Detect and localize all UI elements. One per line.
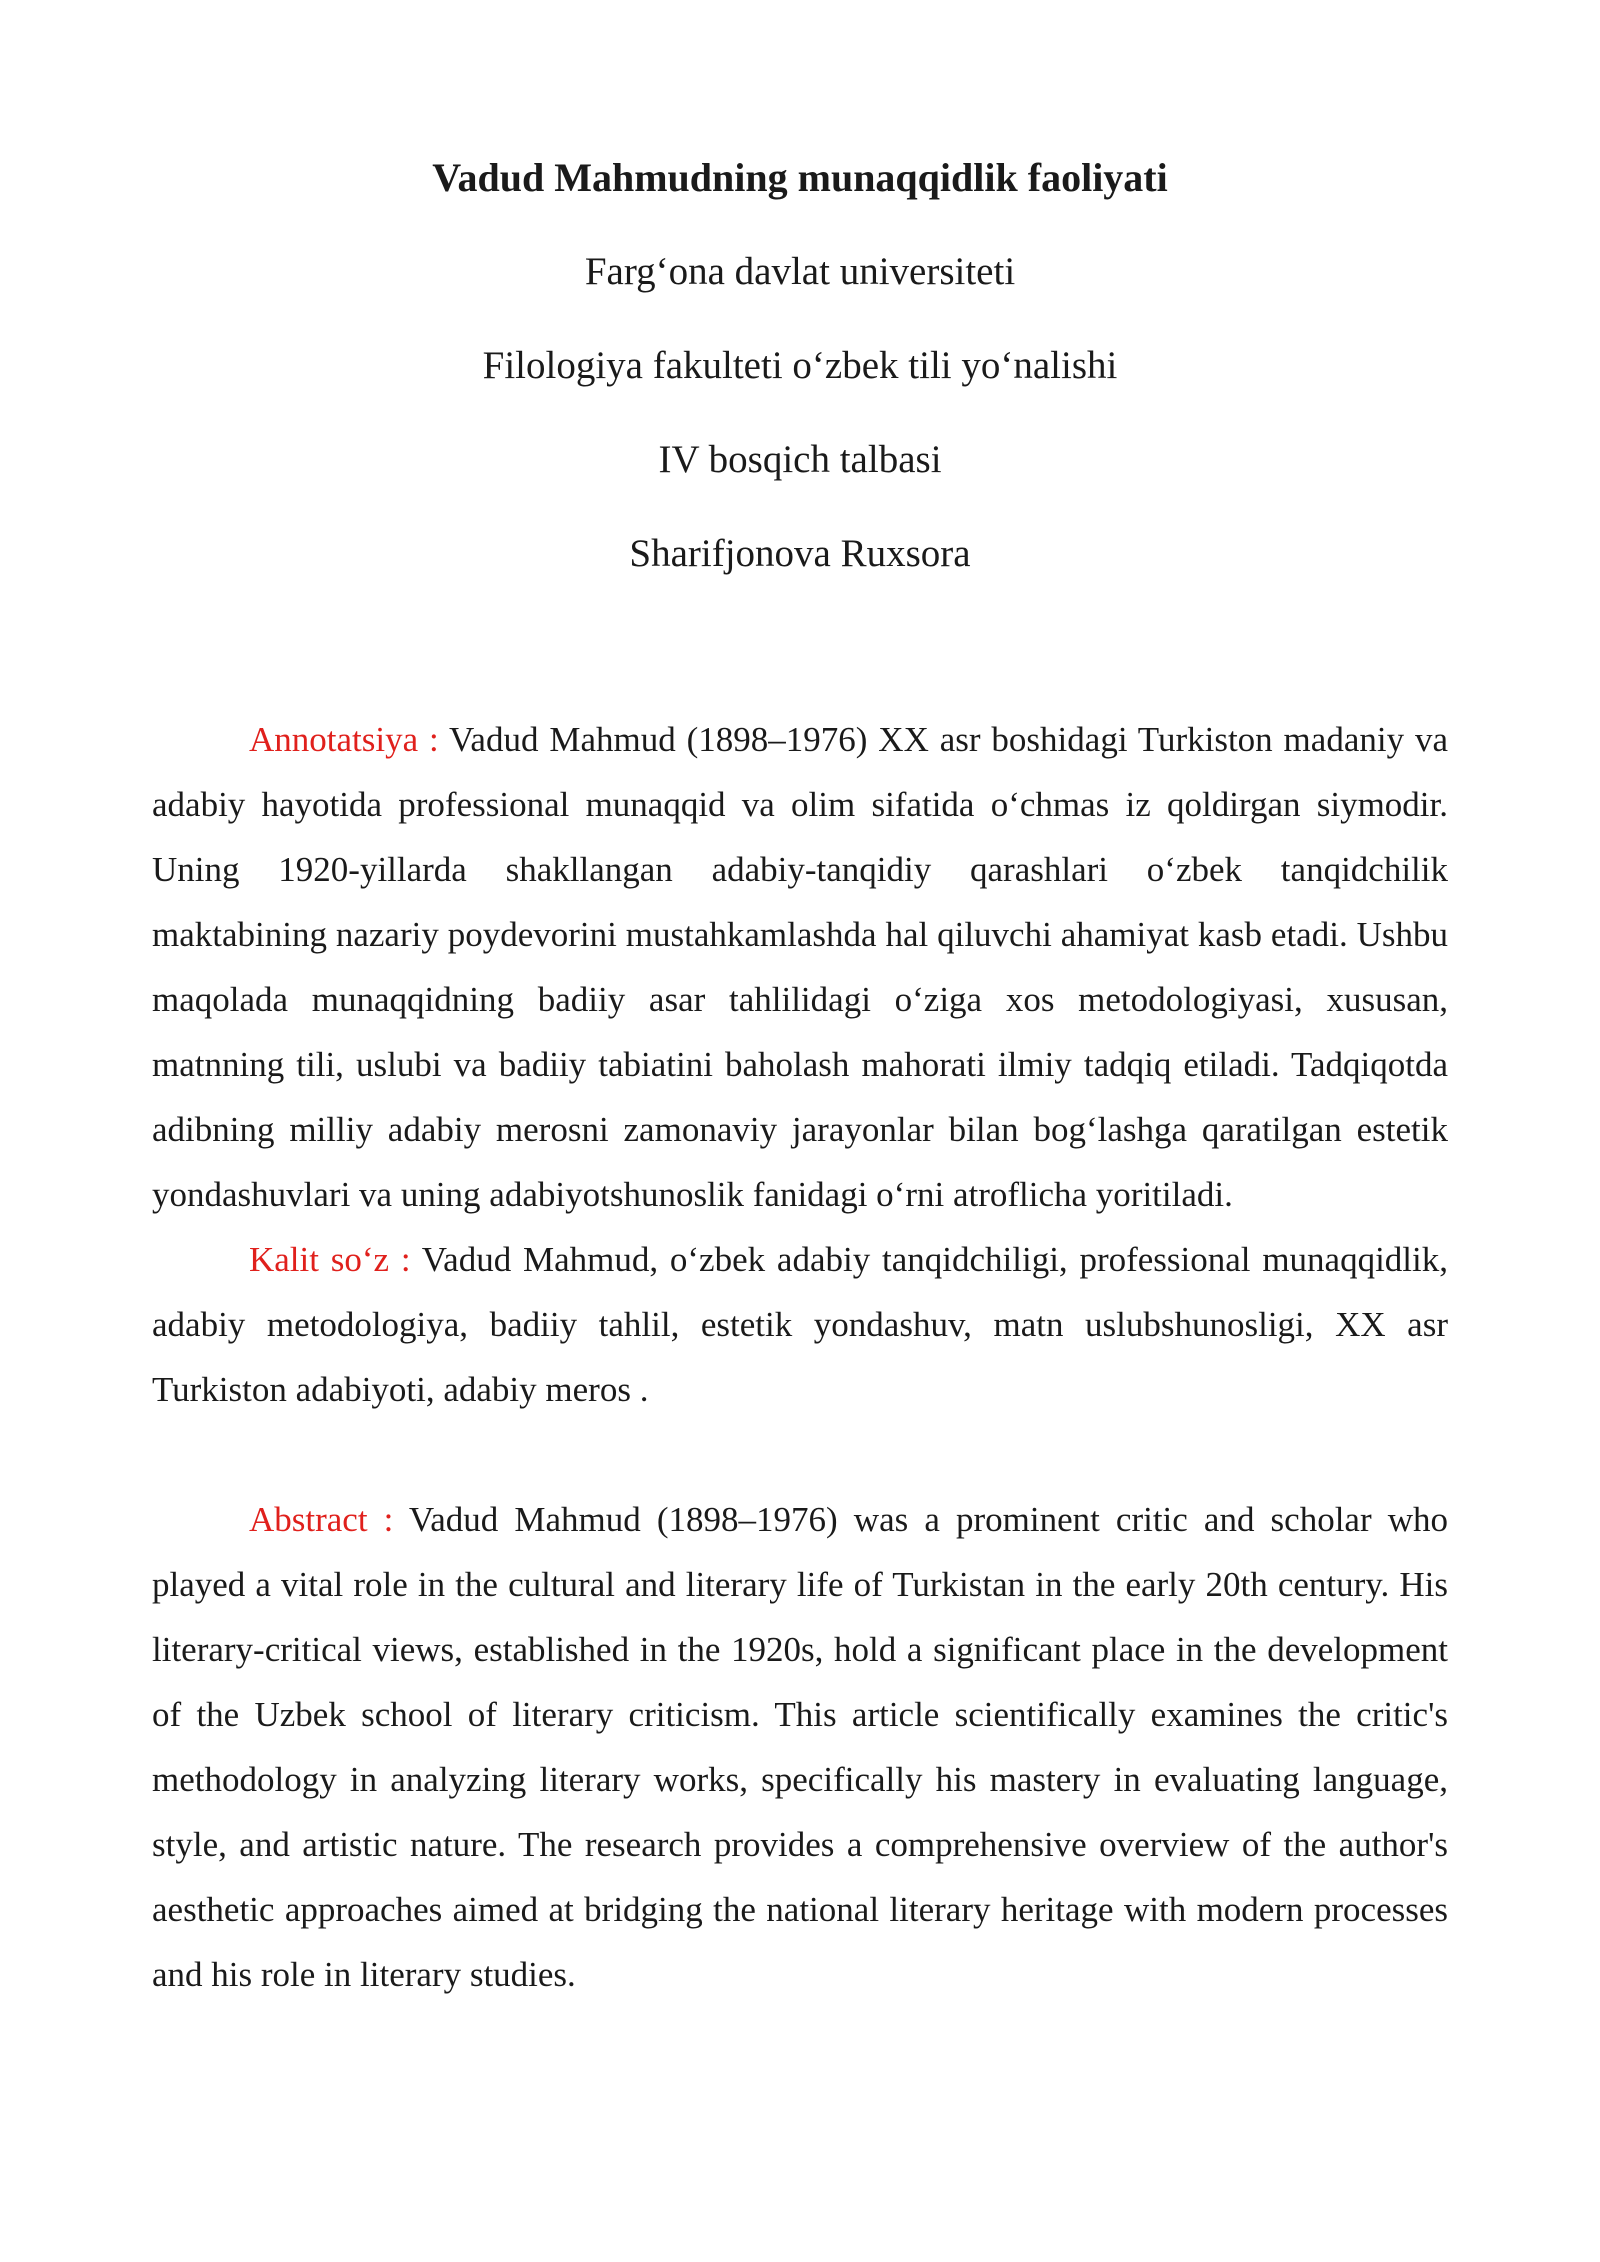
abstract-label: Abstract : <box>249 1500 409 1539</box>
header-block <box>152 150 1448 582</box>
university-name: Farg‘ona davlat universiteti <box>584 250 1016 293</box>
article-title: Vadud Mahmudning munaqqidlik faoliyati <box>432 155 1168 200</box>
faculty-name: Filologiya fakulteti o‘zbek tili yo‘nalishi <box>482 344 1118 387</box>
abstract-text: Vadud Mahmud (1898–1976) was a prominent critic and scholar who played a vital role in the cultural and literary life of Turkistan in the early 20th century. His literary-critical views, established in the 1920s, hold a significant place in the development of the Uzbek school of literary criticism. This article scientifically examines the critic's methodology in analyzing literary works, specifically his mastery in evaluating language, style, and artistic nature. The research provides a comprehensive overview of the author's aesthetic approaches aimed at bridging the national literary heritage with modern processes and his role in literary studies. <box>152 1500 1448 1994</box>
keywords-text: Vadud Mahmud, o‘zbek adabiy tanqidchiligi, professional munaqqidlik, adabiy metodologiya, badiiy tahlil, estetik yondashuv, matn uslubshunosligi, XX asr Turkiston adabiyoti, adabiy meros . <box>152 1240 1448 1409</box>
annotation-text: Vadud Mahmud (1898–1976) XX asr boshidagi Turkiston madaniy va adabiy hayotida professional munaqqid va olim sifatida o‘chmas iz qoldirgan siymodir. Uning 1920-yillarda shakllangan adabiy-tanqidiy qarashlari o‘zbek tanqidchilik maktabining nazariy poydevorini mustahkamlashda hal qiluvchi ahamiyat kasb etadi. Ushbu maqolada munaqqidning badiiy asar tahlilidagi o‘ziga xos metodologiyasi, xususan, matnning tili, uslubi va badiiy tabiatini baholash mahorati ilmiy tadqiq etiladi. Tadqiqotda adibning milliy adabiy merosni zamonaviy jarayonlar bilan bog‘lashga qaratilgan estetik yondashuvlari va uning adabiyotshunoslik fanidagi o‘rni atroflicha yoritiladi. <box>152 720 1448 1214</box>
keywords-paragraph <box>152 1227 1448 1422</box>
course-level: IV bosqich talbasi <box>658 438 942 481</box>
annotation-paragraph <box>152 707 1448 1227</box>
abstract-paragraph <box>152 1487 1448 2007</box>
author-name: Sharifjonova Ruxsora <box>629 532 971 575</box>
annotation-label: Annotatsiya : <box>249 720 450 759</box>
keywords-label: Kalit so‘z : <box>249 1240 422 1279</box>
